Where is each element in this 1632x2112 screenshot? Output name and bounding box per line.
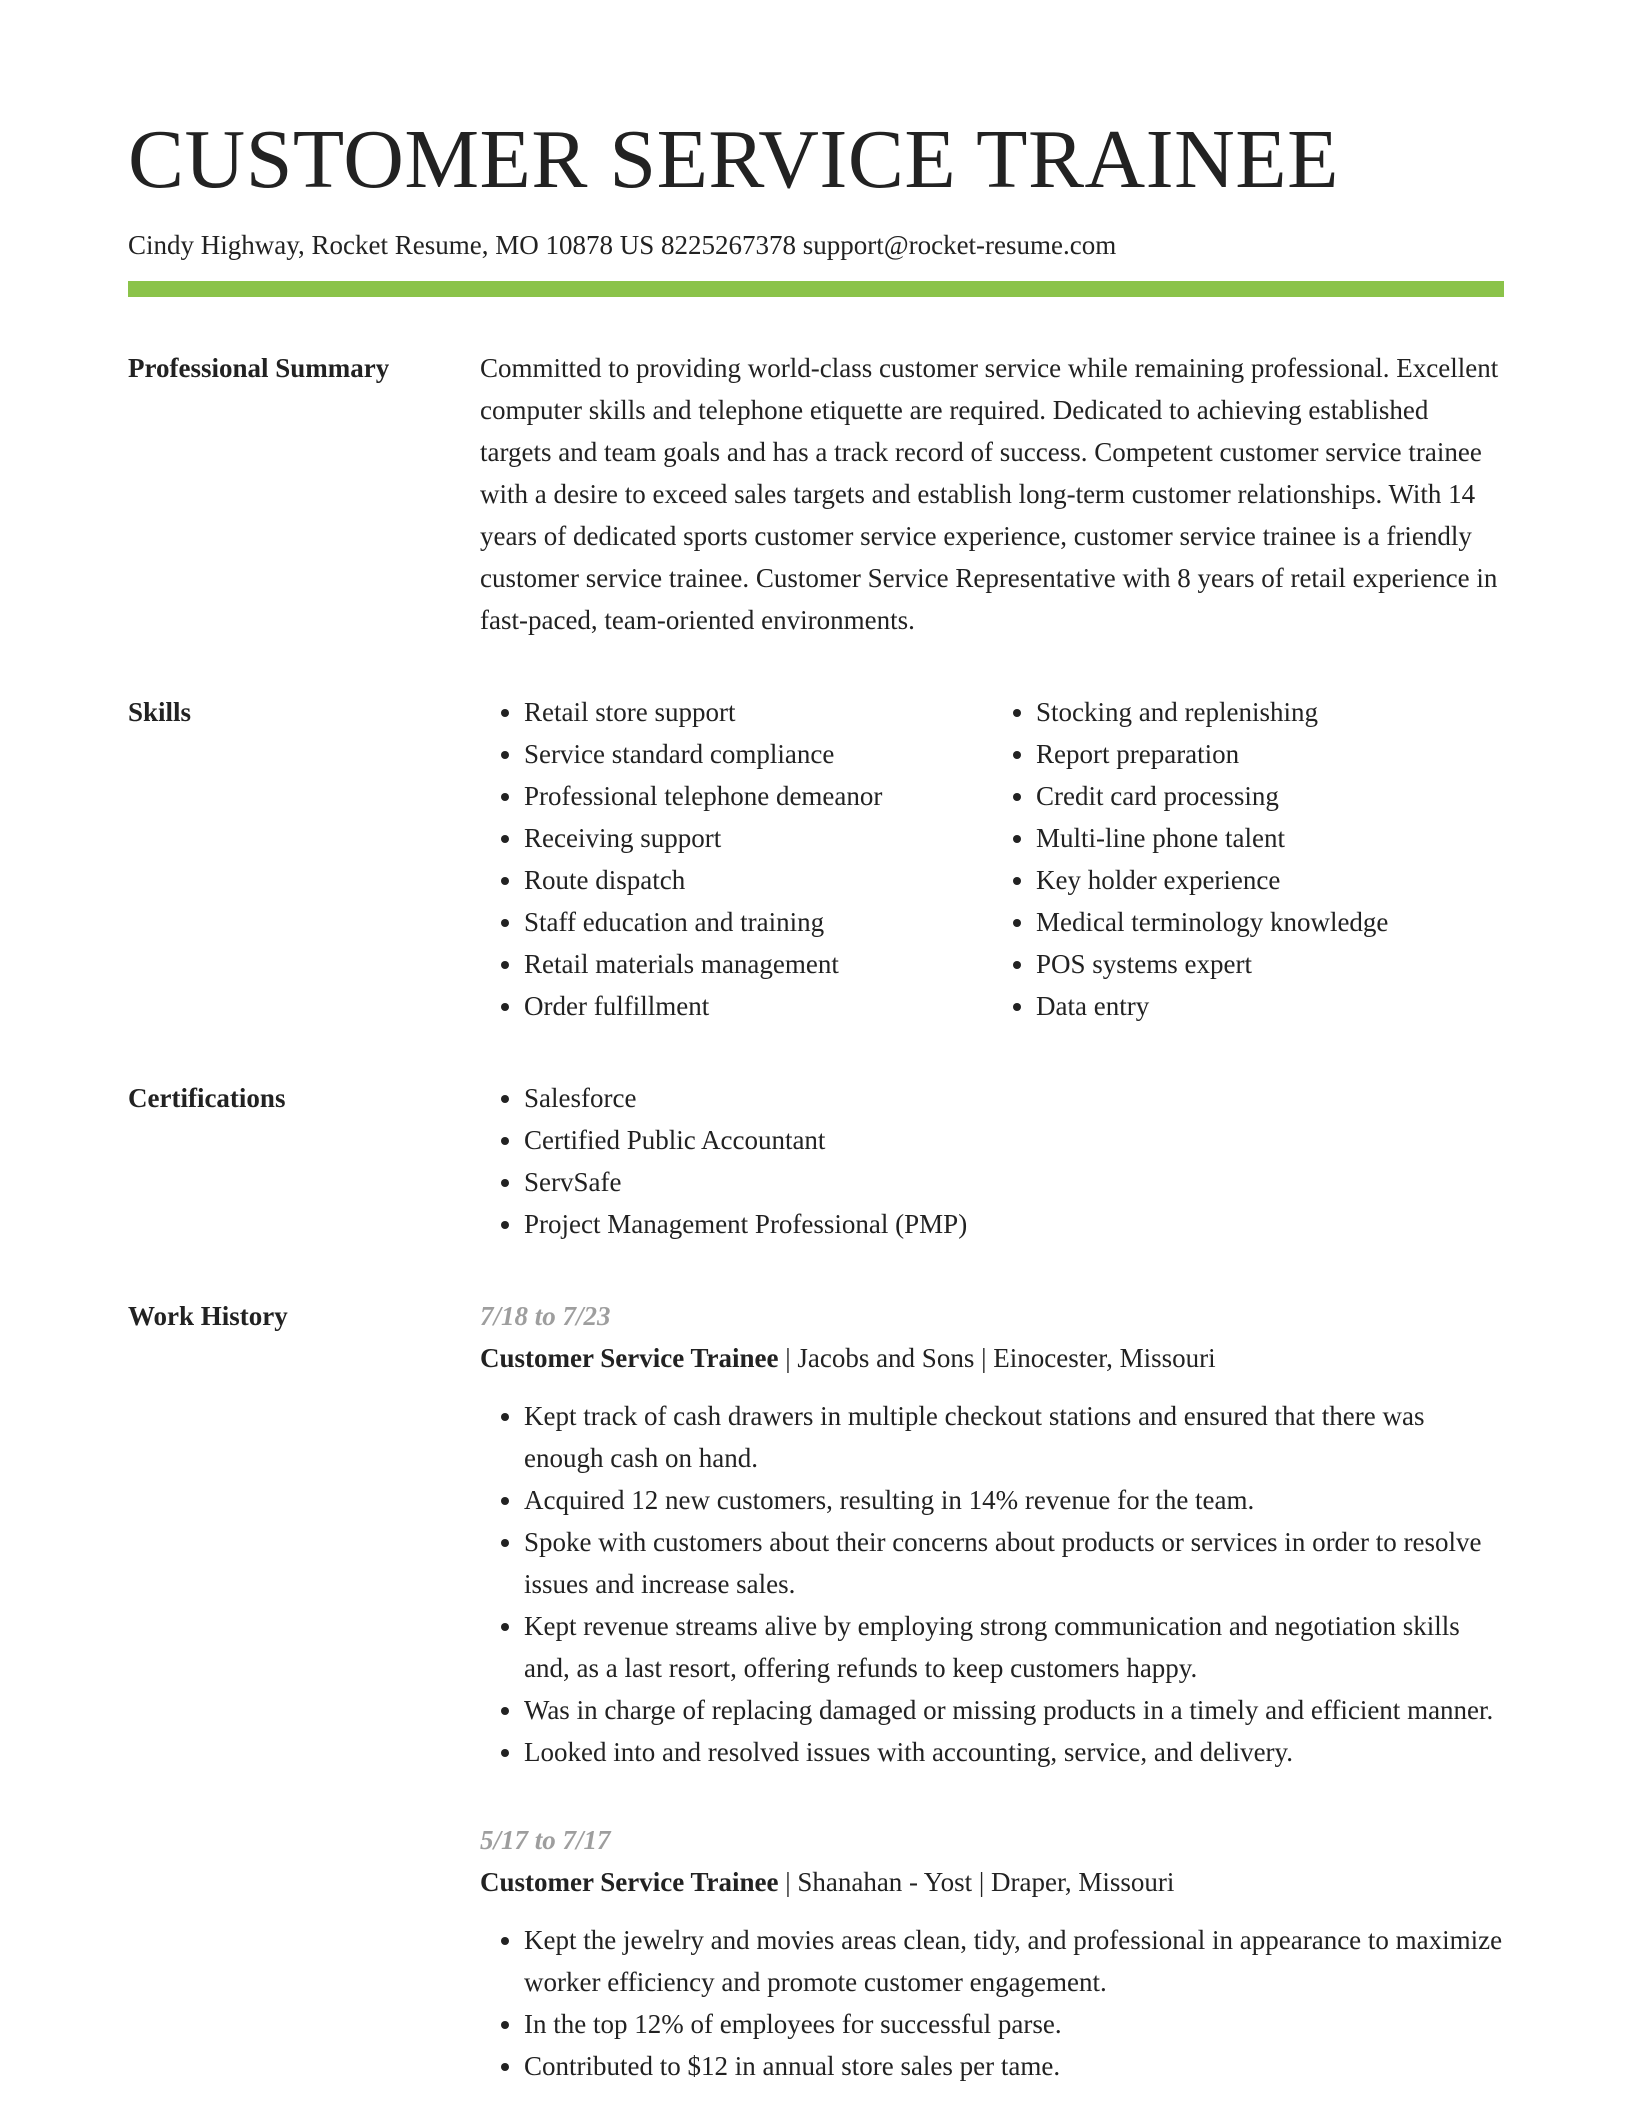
- job-details: | Shanahan - Yost | Draper, Missouri: [778, 1867, 1175, 1897]
- summary-text: Committed to providing world-class customer service while remaining professional. Excellent computer skills and telephone etiquette are required. Dedicated to achieving established targets and team goals and has a track record of success. Competent customer service trainee with a desire to exceed sales targets and establish long-term customer relationships. With 14 years of dedicated sports customer service experience, customer service trainee is a friendly customer service trainee. Customer Service Representative with 8 years of retail experience in fast-paced, team-oriented environments.: [480, 353, 1499, 635]
- skill-item: • Report preparation: [1036, 733, 1504, 775]
- skills-grid: [480, 691, 1504, 1027]
- skill-item: • Medical terminology knowledge: [1036, 901, 1504, 943]
- job-bullet: • Acquired 12 new customers, resulting in 14% revenue for the team.: [524, 1479, 1504, 1521]
- job-dates: 7/18 to 7/23: [480, 1301, 611, 1331]
- skills-list-left: [480, 691, 992, 1027]
- skill-item: • Retail store support: [524, 691, 992, 733]
- skill-item: • Receiving support: [524, 817, 992, 859]
- skill-item: • Professional telephone demeanor: [524, 775, 992, 817]
- job-entry: [480, 1295, 1504, 1773]
- skills-list-right: [992, 691, 1504, 1027]
- job-header: [480, 1337, 1504, 1379]
- job-bullet: • Was in charge of replacing damaged or missing products in a timely and efficient manner.: [524, 1689, 1504, 1731]
- section-professional-summary: [128, 347, 1504, 641]
- section-certifications: [128, 1077, 1504, 1245]
- job-bullet: • Spoke with customers about their concerns about products or services in order to resolve issues and increase sales.: [524, 1521, 1504, 1605]
- job-bullet: • Contributed to $12 in annual store sales per tame.: [524, 2045, 1504, 2087]
- section-label: Work History: [128, 1301, 288, 1331]
- job-bullets: [480, 1395, 1504, 1773]
- certification-item: • Salesforce: [524, 1077, 1504, 1119]
- skill-item: • Key holder experience: [1036, 859, 1504, 901]
- skill-item: • Route dispatch: [524, 859, 992, 901]
- skill-item: • Multi-line phone talent: [1036, 817, 1504, 859]
- certification-item: • ServSafe: [524, 1161, 1504, 1203]
- job-entry: [480, 1819, 1504, 2087]
- skill-item: • Retail materials management: [524, 943, 992, 985]
- resume-title: CUSTOMER SERVICE TRAINEE: [128, 113, 1339, 206]
- job-bullet: • Kept the jewelry and movies areas clean, tidy, and professional in appearance to maximize worker efficiency and promote customer engagement.: [524, 1919, 1504, 2003]
- certification-item: • Project Management Professional (PMP): [524, 1203, 1504, 1245]
- job-title: Customer Service Trainee: [480, 1343, 779, 1373]
- section-label: Skills: [128, 697, 192, 727]
- section-label: Certifications: [128, 1083, 286, 1113]
- job-bullet: • Looked into and resolved issues with accounting, service, and delivery.: [524, 1731, 1504, 1773]
- job-dates: 5/17 to 7/17: [480, 1825, 611, 1855]
- job-header: [480, 1861, 1504, 1903]
- skill-item: • Staff education and training: [524, 901, 992, 943]
- job-bullet: • Kept track of cash drawers in multiple checkout stations and ensured that there was enough cash on hand.: [524, 1395, 1504, 1479]
- skill-item: • Service standard compliance: [524, 733, 992, 775]
- skill-item: • POS systems expert: [1036, 943, 1504, 985]
- skill-item: • Stocking and replenishing: [1036, 691, 1504, 733]
- certification-item: • Certified Public Accountant: [524, 1119, 1504, 1161]
- accent-divider: [128, 281, 1504, 297]
- certifications-list: [480, 1077, 1504, 1245]
- skill-item: • Order fulfillment: [524, 985, 992, 1027]
- job-bullet: • Kept revenue streams alive by employing strong communication and negotiation skills and, as a last resort, offering refunds to keep customers happy.: [524, 1605, 1504, 1689]
- section-skills: [128, 691, 1504, 1027]
- contact-line: Cindy Highway, Rocket Resume, MO 10878 US 8225267378 support@rocket-resume.com: [128, 230, 1117, 260]
- section-work-history: [128, 1295, 1504, 2087]
- skill-item: • Credit card processing: [1036, 775, 1504, 817]
- job-details: | Jacobs and Sons | Einocester, Missouri: [778, 1343, 1216, 1373]
- skill-item: • Data entry: [1036, 985, 1504, 1027]
- job-title: Customer Service Trainee: [480, 1867, 779, 1897]
- job-bullets: [480, 1919, 1504, 2087]
- job-bullet: • In the top 12% of employees for successful parse.: [524, 2003, 1504, 2045]
- section-label: Professional Summary: [128, 353, 390, 383]
